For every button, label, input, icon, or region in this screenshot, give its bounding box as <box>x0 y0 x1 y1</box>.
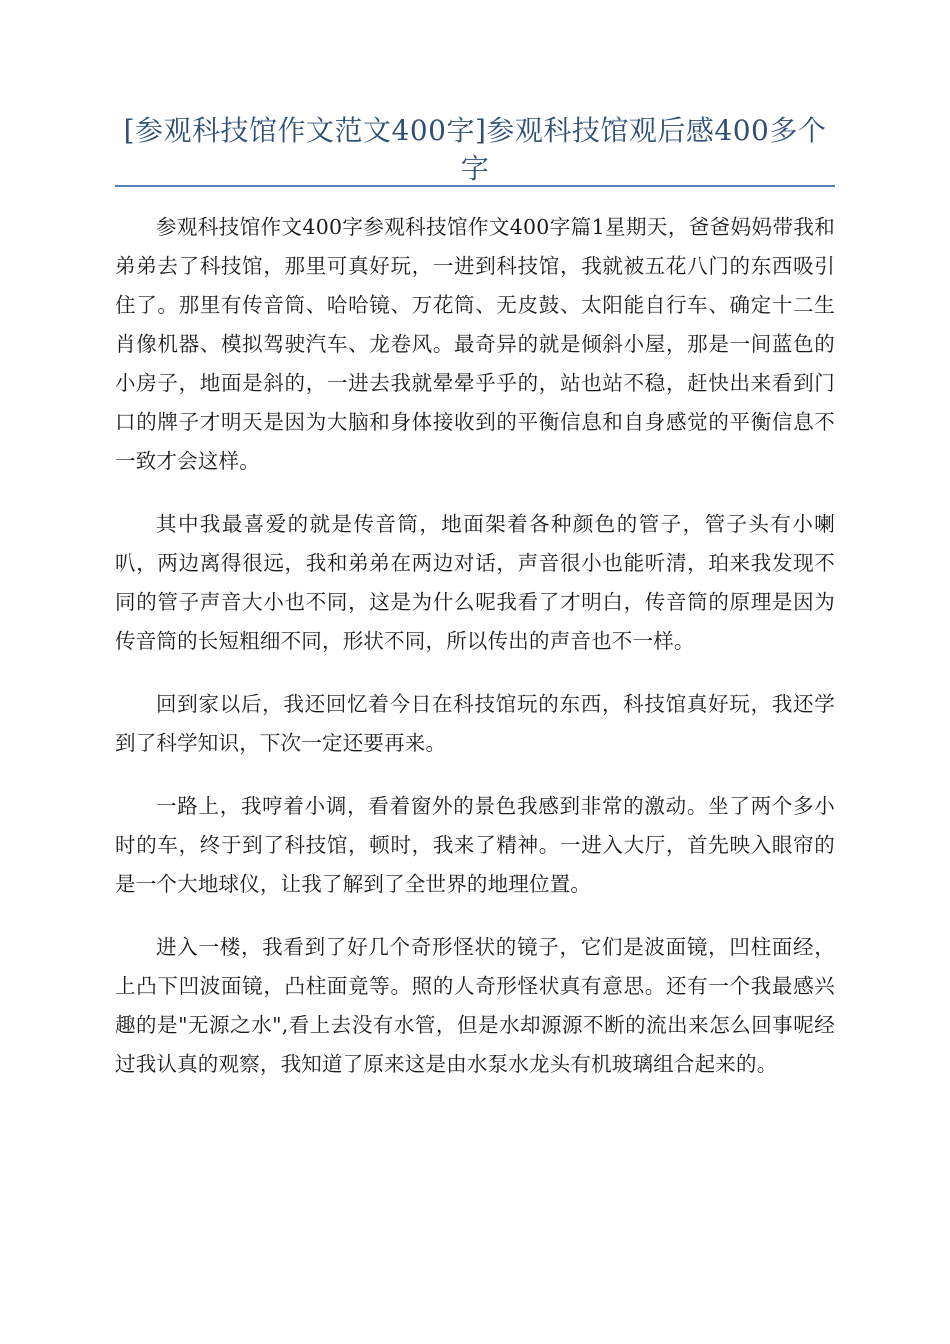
paragraph-5: 进入一楼，我看到了好几个奇形怪状的镜子，它们是波面镜，凹柱面经，上凸下凹波面镜，凸柱面竟等。照的人奇形怪状真有意思。还有一个我最感兴趣的是"无源之水",看上去没有水管，但是水却源源不断的流出来怎么回事呢经过我认真的观察，我知道了原来这是由水泵水龙头有机玻璃组合起来的。 <box>115 935 835 1076</box>
article-body <box>115 208 835 1108</box>
paragraph-3: 回到家以后，我还回忆着今日在科技馆玩的东西，科技馆真好玩，我还学到了科学知识，下次一定还要再来。 <box>115 692 835 755</box>
title-divider <box>115 185 835 187</box>
paragraph-4: 一路上，我哼着小调，看着窗外的景色我感到非常的激动。坐了两个多小时的车，终于到了科技馆，顿时，我来了精神。一进入大厅，首先映入眼帘的是一个大地球仪，让我了解到了全世界的地理位置。 <box>115 794 835 896</box>
paragraph-1: 参观科技馆作文400字参观科技馆作文400字篇1星期天，爸爸妈妈带我和弟弟去了科技馆，那里可真好玩，一进到科技馆，我就被五花八门的东西吸引住了。那里有传音筒、哈哈镜、万花筒、无皮鼓、太阳能自行车、确定十二生肖像机器、模拟驾驶汽车、龙卷风。最奇异的就是倾斜小屋，那是一间蓝色的小房子，地面是斜的，一进去我就晕晕乎乎的，站也站不稳，赶快出来看到门口的牌子才明天是因为大脑和身体接收到的平衡信息和自身感觉的平衡信息不一致才会这样。 <box>115 215 835 473</box>
paragraph-2: 其中我最喜爱的就是传音筒，地面架着各种颜色的管子，管子头有小喇叭，两边离得很远，我和弟弟在两边对话，声音很小也能听清，珀来我发现不同的管子声音大小也不同，这是为什么呢我看了才明白，传音筒的原理是因为传音筒的长短粗细不同，形状不同，所以传出的声音也不一样。 <box>115 512 835 653</box>
page-title: [参观科技馆作文范文400字]参观科技馆观后感400多个字 <box>123 114 827 185</box>
